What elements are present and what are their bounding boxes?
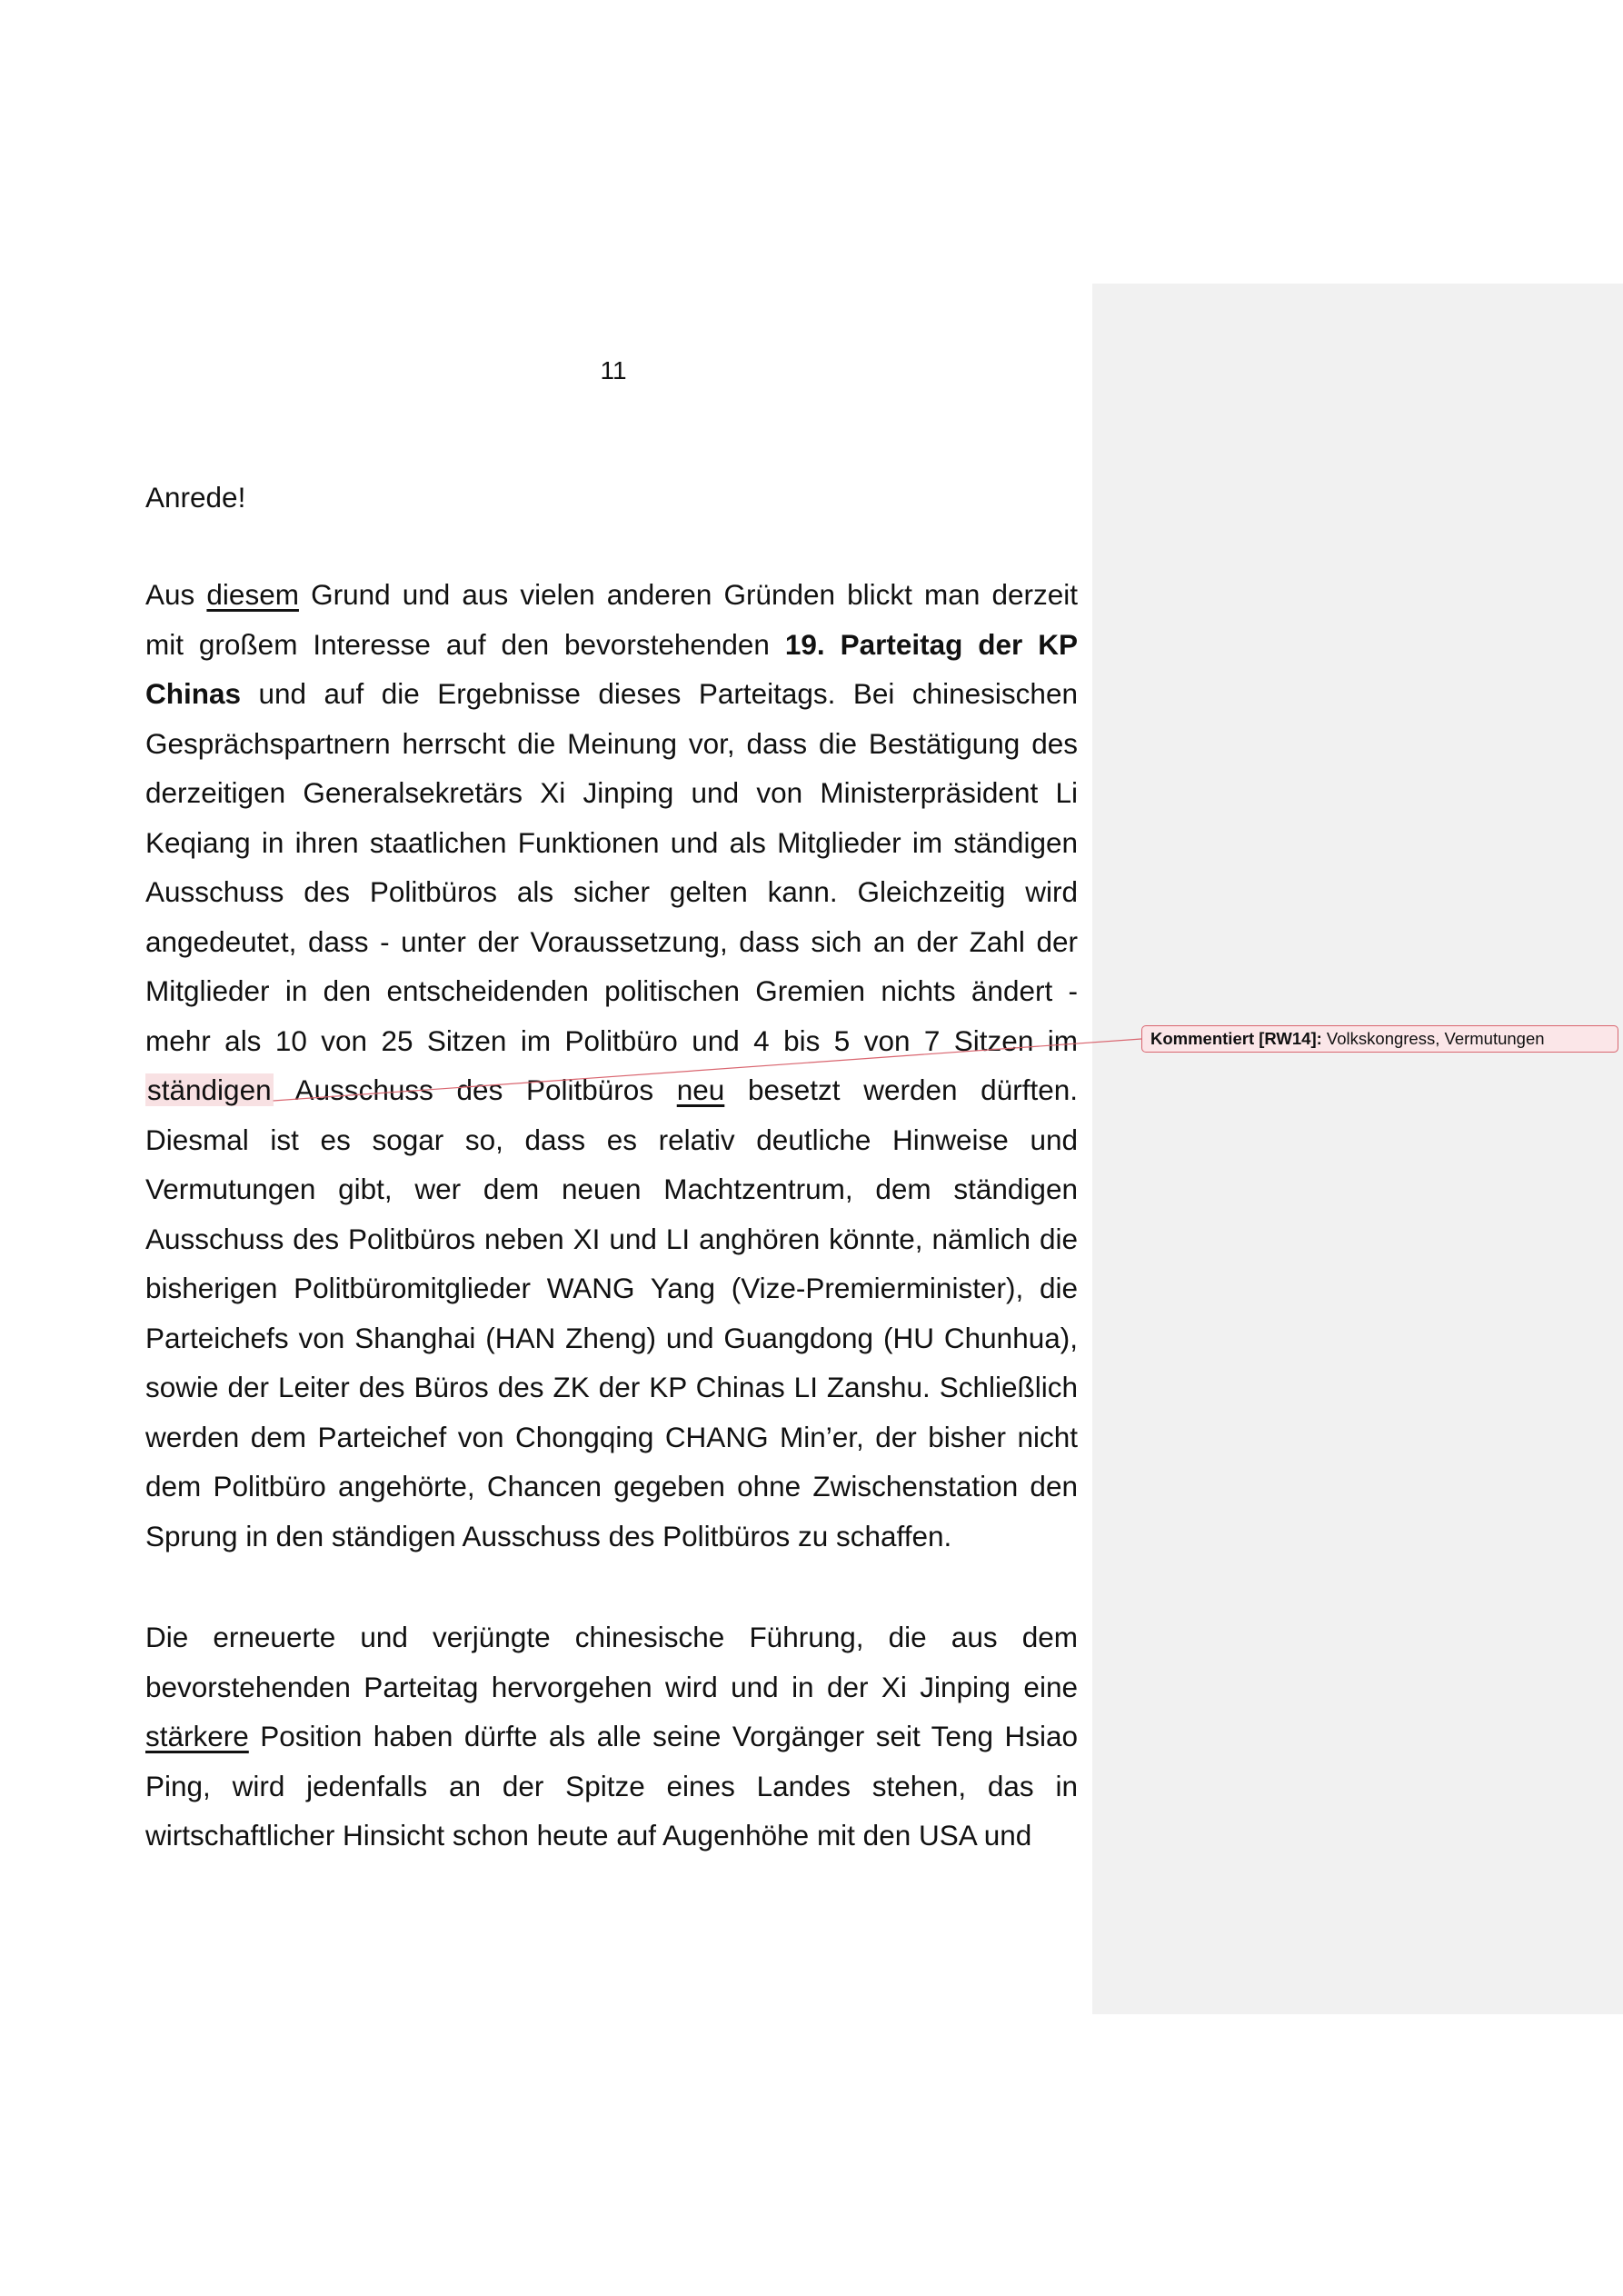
comment-anchor-highlight[interactable]: ständigen: [147, 1073, 272, 1106]
comment-balloon[interactable]: [1141, 1025, 1618, 1053]
paragraph-1: [145, 570, 1078, 1561]
underlined-word-staerkere: stärkere: [145, 1720, 249, 1752]
bold-phrase-parteitag: 19. Parteitag der KP Chinas: [145, 627, 1078, 710]
page-number: 11: [600, 356, 627, 384]
para1-text-4: Ausschuss des Politbüros: [273, 1073, 677, 1106]
underlined-word-diesem: diesem: [206, 578, 299, 611]
comment-text: Volkskongress, Vermutungen: [1321, 1029, 1545, 1048]
para1-text-5: besetzt werden dürften. Diesmal ist es sogar so, dass es relativ deutliche Hinweise und Vermutungen gibt, wer dem neuen Machtzentrum, dem ständigen Ausschuss des Politbüros neben XI und LI anghören könnte, nämlich die bisherigen Politbüromitglieder WANG Yang (Vize-Premierminister), die Parteichefs von Shanghai (HAN Zheng) und Guangdong (HU Chunhua), sowie der Leiter des Büros des ZK der KP Chinas LI Zanshu. Schließlich werden dem Parteichef von Chongqing CHANG Min’er, der bisher nicht dem Politbüro angehörte, Chancen gegeben ohne Zwischenstation den Sprung in den ständigen Ausschuss des Politbüros zu schaffen.: [145, 1073, 1078, 1552]
comment-label: Kommentiert [RW14]:: [1150, 1029, 1322, 1048]
underlined-word-neu: neu: [676, 1073, 725, 1106]
comment-margin-pane: [1092, 284, 1623, 2014]
salutation-text: Anrede!: [145, 481, 246, 514]
para2-text-1: Die erneuerte und verjüngte chinesische Führung, die aus dem bevorstehenden Parteitag hervorgehen wird und in der Xi Jinping eine: [145, 1621, 1078, 1703]
para1-text-1: Aus: [145, 578, 207, 611]
salutation: [145, 473, 1078, 523]
para1-text-3: und auf die Ergebnisse dieses Parteitags. Bei chinesischen Gesprächspartnern herrscht die Meinung vor, dass die Bestätigung des derzeitigen Generalsekretärs Xi Jinping und von Ministerpräsident Li Keqiang in ihren staatlichen Funktionen und als Mitglieder im ständigen Ausschuss des Politbüros als sicher gelten kann. Gleichzeitig wird angedeutet, dass - unter der Voraussetzung, dass sich an der Zahl der Mitglieder in den entscheidenden politischen Gremien nichts ändert - mehr als 10 von 25 Sitzen im Politbüro und 4 bis 5 von 7 Sitzen im: [145, 677, 1078, 1057]
para1-text-2: Grund und aus vielen anderen Gründen blickt man derzeit mit großem Interesse auf den bevorstehenden: [145, 578, 1078, 661]
paragraph-2: [145, 1612, 1078, 1861]
para2-text-2: Position haben dürfte als alle seine Vorgänger seit Teng Hsiao Ping, wird jedenfalls an der Spitze eines Landes stehen, das in wirtschaftlicher Hinsicht schon heute auf Augenhöhe mit den USA und: [145, 1720, 1078, 1852]
